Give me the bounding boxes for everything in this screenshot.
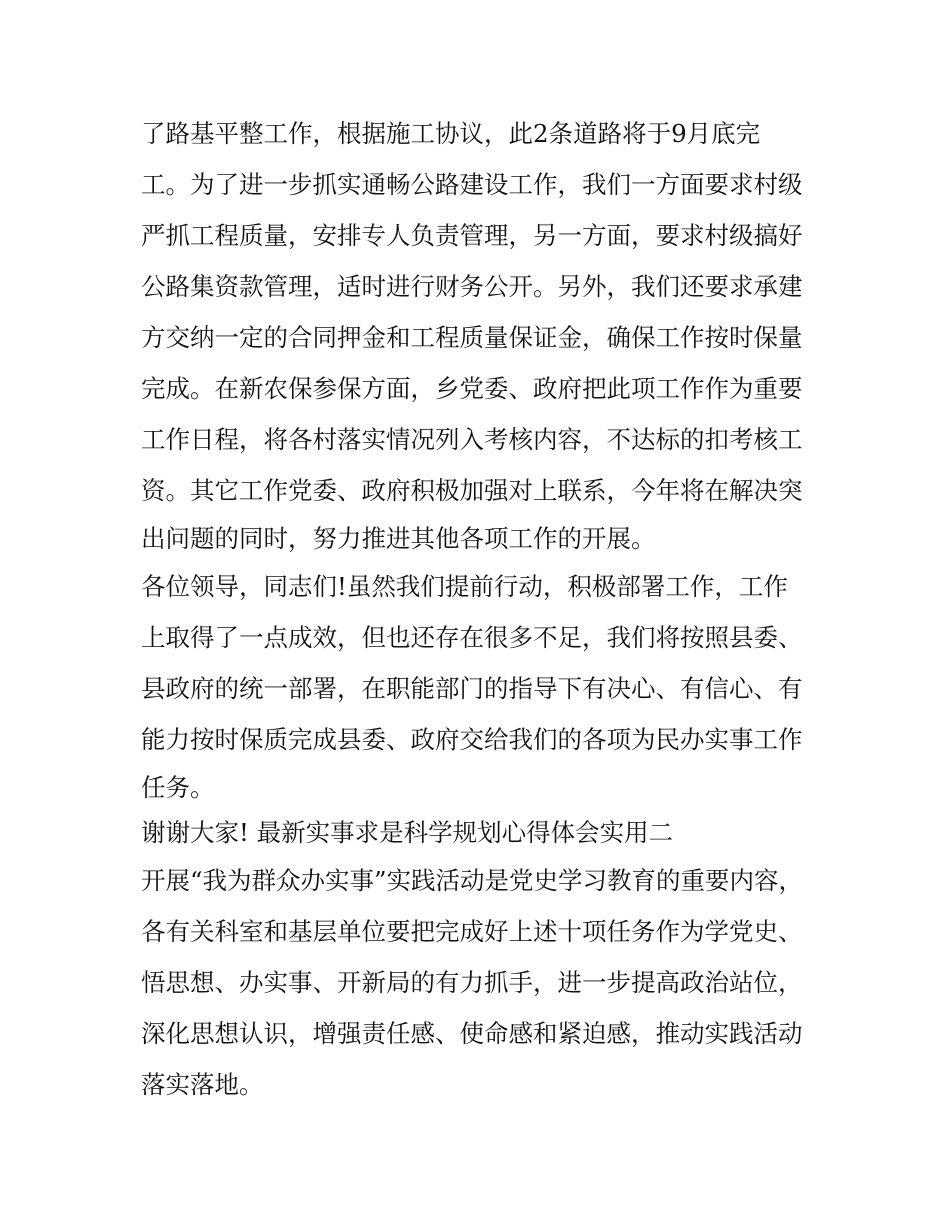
text-line: 严抓工程质量，安排专人负责管理，另一方面，要求村级搞好 [141,221,803,250]
body-text [141,108,816,1110]
section-heading-line: 谢谢大家! 最新实事求是科学规划心得体会实用二 [141,818,674,847]
text-line: 县政府的统一部署，在职能部门的指导下有决心、有信心、有 [141,674,803,703]
text-line: 各有关科室和基层单位要把完成好上述十项任务作为学党史、 [141,917,803,946]
text-line: 完成。在新农保参保方面，乡党委、政府把此项工作作为重要 [141,374,803,403]
text-line: 公路集资款管理，适时进行财务公开。另外，我们还要求承建 [141,272,803,301]
text-line: 资。其它工作党委、政府积极加强对上联系，今年将在解决突 [141,476,803,505]
text-line: 了路基平整工作，根据施工协议，此2条道路将于9月底完 [141,119,761,148]
text-line: 各位领导，同志们!虽然我们提前行动，积极部署工作，工作 [141,572,788,601]
text-line: 能力按时保质完成县委、政府交给我们的各项为民办实事工作 [141,725,803,754]
text-line: 工。为了进一步抓实通畅公路建设工作，我们一方面要求村级 [141,170,803,199]
text-line: 落实落地。 [141,1070,264,1099]
text-line: 悟思想、办实事、开新局的有力抓手，进一步提高政治站位， [141,968,803,997]
text-line: 上取得了一点成效，但也还存在很多不足，我们将按照县委、 [141,623,803,652]
text-line: 工作日程，将各村落实情况列入考核内容，不达标的扣考核工 [141,425,803,454]
text-line: 出问题的同时，努力推进其他各项工作的开展。 [141,524,656,553]
text-line: 任务。 [141,773,215,802]
text-line: 深化思想认识，增强责任感、使命感和紧迫感，推动实践活动 [141,1019,803,1048]
text-line: 开展“我为群众办实事”实践活动是党史学习教育的重要内容， [141,866,804,895]
text-line: 方交纳一定的合同押金和工程质量保证金，确保工作按时保量 [141,323,803,352]
